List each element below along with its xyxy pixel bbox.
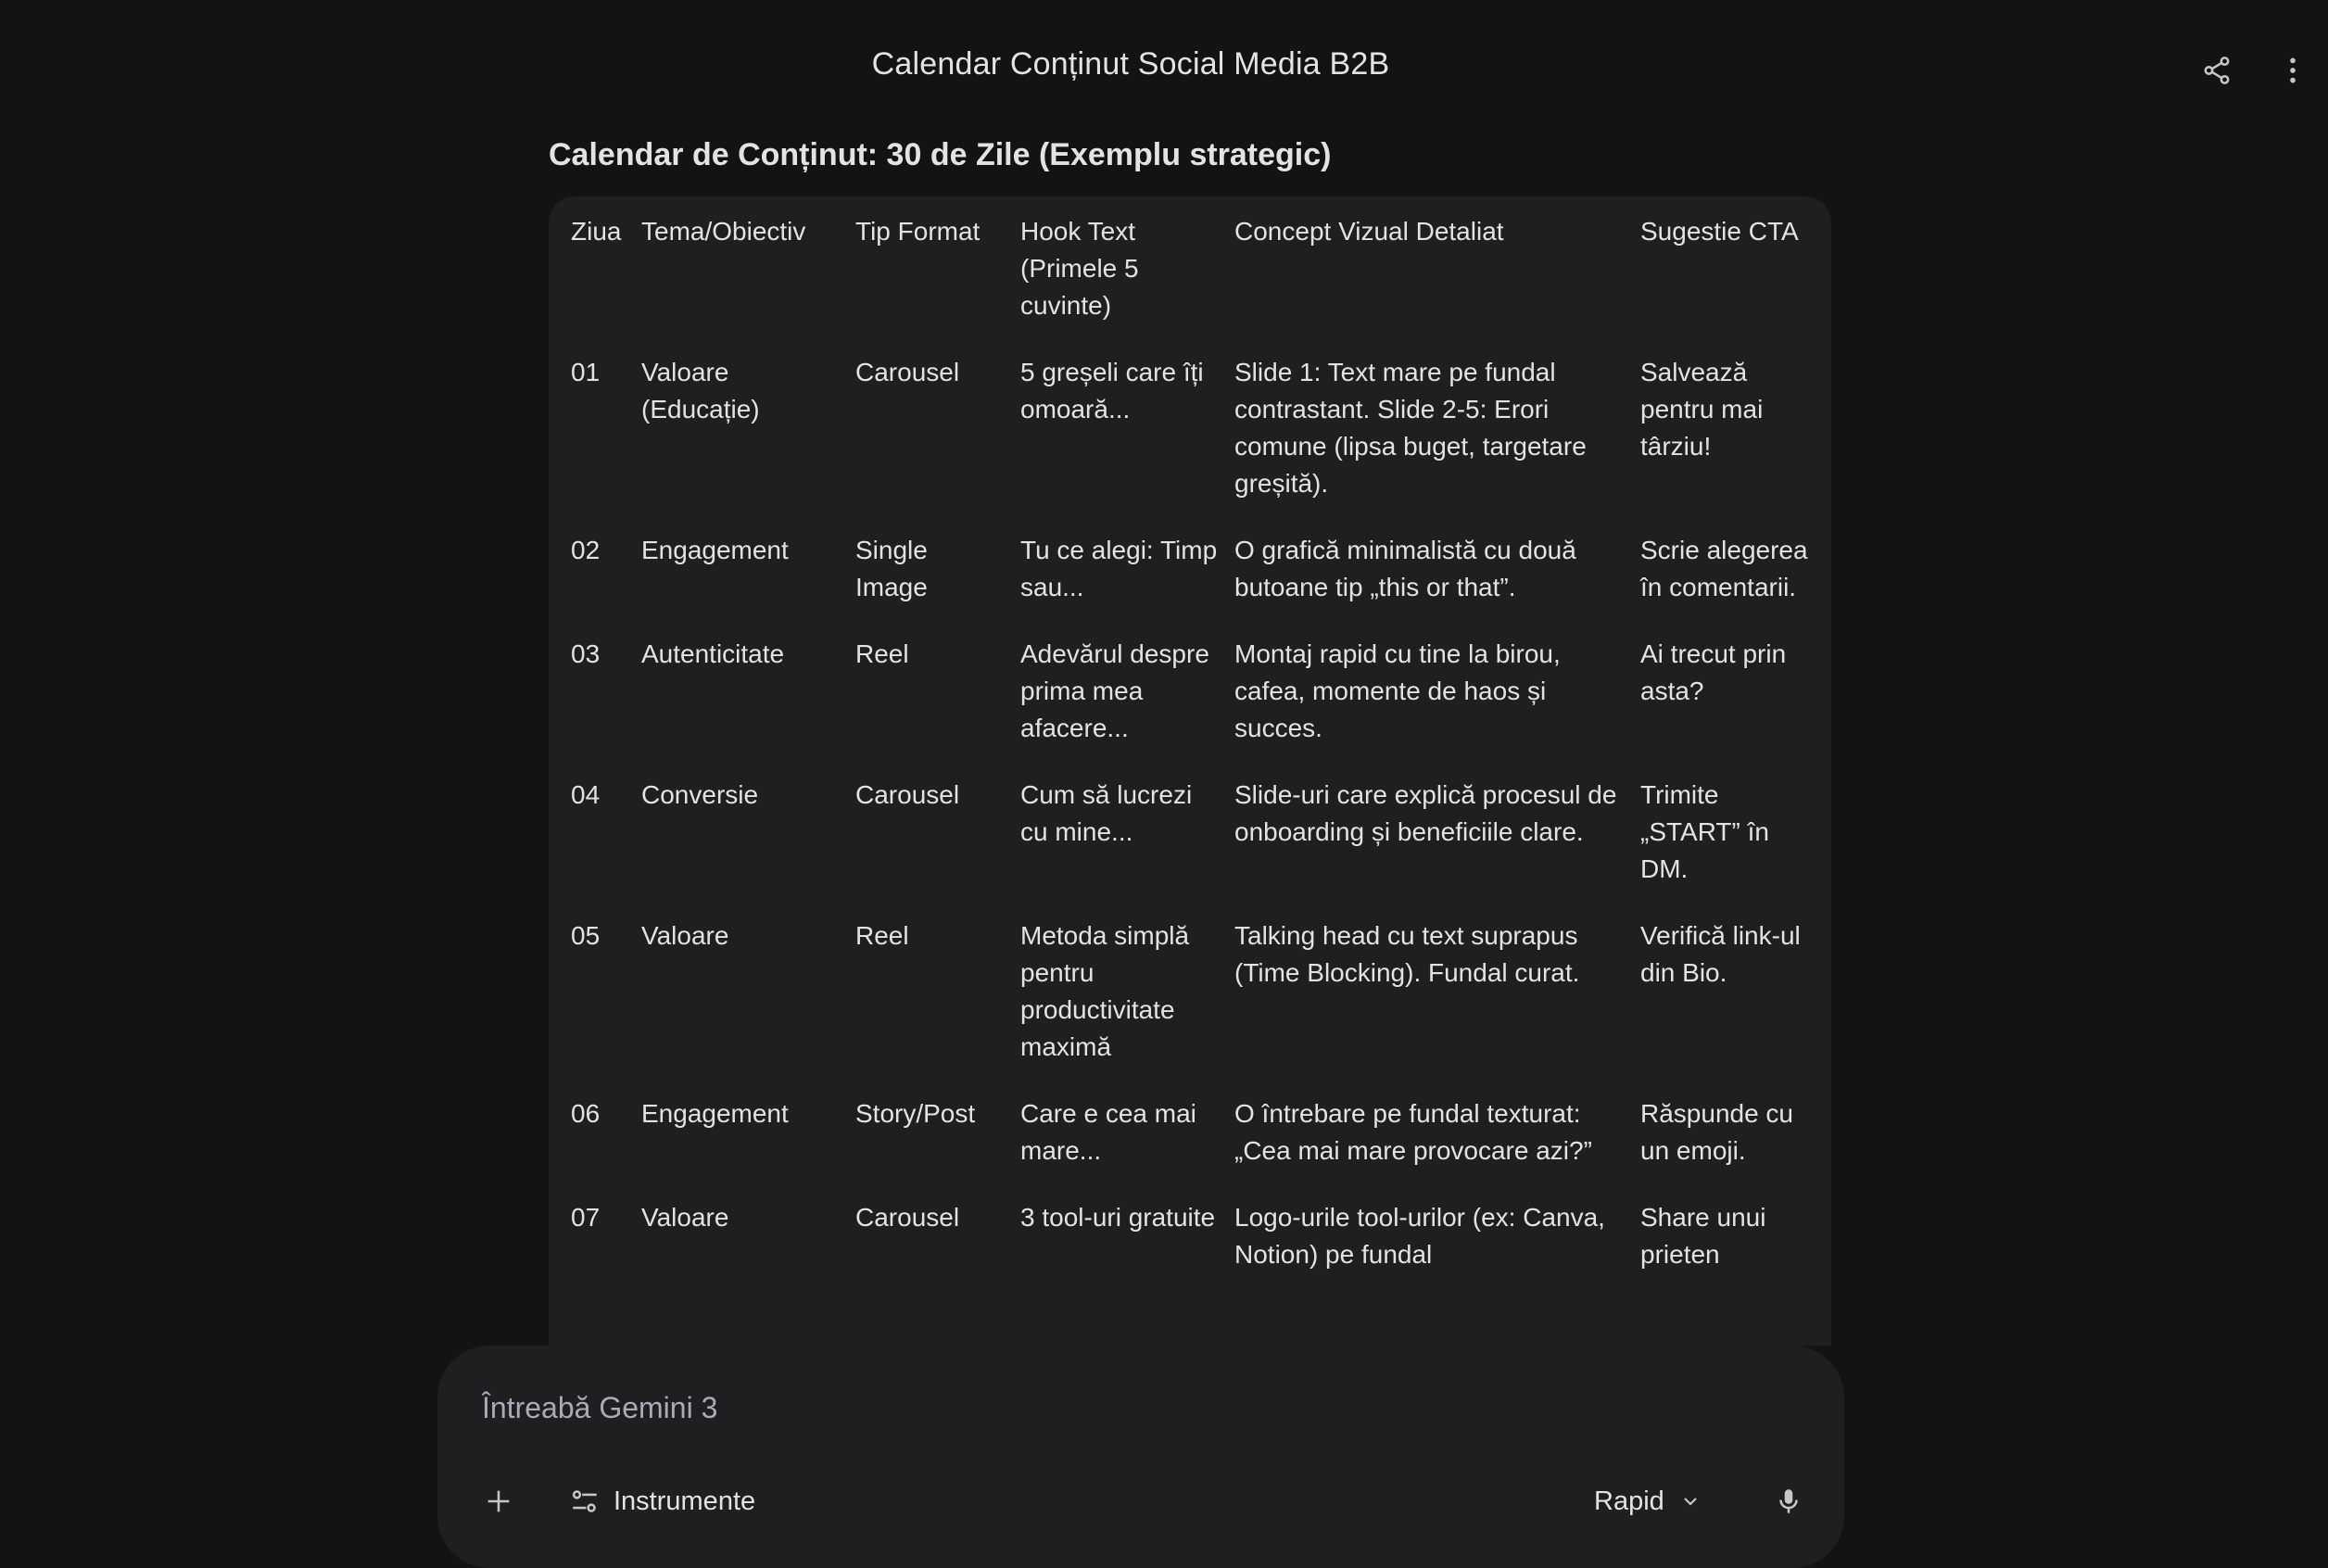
- plus-icon: [483, 1486, 514, 1517]
- table-cell: Engagement: [641, 1099, 789, 1128]
- column-header: Tema/Obiectiv: [641, 217, 806, 246]
- add-button[interactable]: [476, 1479, 521, 1524]
- table-cell: Montaj rapid cu tine la birou, cafea, momente de haos și succes.: [1234, 639, 1561, 742]
- table-cell: Valoare (Educație): [641, 358, 760, 424]
- table-cell: Verifică link-ul din Bio.: [1640, 921, 1801, 987]
- microphone-button[interactable]: [1766, 1479, 1811, 1524]
- column-header: Ziua: [571, 217, 622, 246]
- model-select[interactable]: [1594, 1475, 1702, 1527]
- table-cell: Care e cea mai mare...: [1020, 1099, 1196, 1165]
- table-cell: Tu ce alegi: Timp sau...: [1020, 536, 1218, 601]
- table-cell: Răspunde cu un emoji.: [1640, 1099, 1794, 1165]
- table-cell: Scrie alegerea în comentarii.: [1640, 536, 1808, 601]
- more-vertical-icon[interactable]: [2271, 48, 2315, 93]
- prompt-input[interactable]: [480, 1383, 1689, 1433]
- table-cell: 06: [571, 1099, 601, 1128]
- model-label: Rapid: [1594, 1486, 1664, 1516]
- tools-button[interactable]: [569, 1475, 755, 1527]
- table-cell: Metoda simplă pentru productivitate maximă: [1020, 921, 1190, 1061]
- table-cell: Adevărul despre prima mea afacere...: [1020, 639, 1209, 742]
- table-cell: Logo-urile tool-urilor (ex: Canva, Notion) pe fundal: [1234, 1203, 1605, 1269]
- chat-title: Calendar Conținut Social Media B2B: [871, 46, 1390, 82]
- column-header: Concept Vizual Detaliat: [1234, 217, 1504, 246]
- table-cell: Slide-uri care explică procesul de onboarding și beneficiile clare.: [1234, 780, 1617, 846]
- table-cell: 05: [571, 921, 601, 950]
- table-cell: O grafică minimalistă cu două butoane tip „this or that”.: [1234, 536, 1576, 601]
- table-cell: Reel: [855, 921, 909, 950]
- table-cell: Talking head cu text suprapus (Time Blocking). Fundal curat.: [1234, 921, 1580, 987]
- table-cell: Autenticitate: [641, 639, 785, 668]
- table-cell: 02: [571, 536, 601, 564]
- table-body: [549, 354, 1831, 1303]
- table-row: [549, 532, 1831, 636]
- table-cell: 03: [571, 639, 601, 668]
- table-cell: Carousel: [855, 1203, 960, 1232]
- table-cell: Valoare: [641, 1203, 729, 1232]
- table-cell: 5 greșeli care îți omoară...: [1020, 358, 1204, 424]
- column-header: Hook Text (Primele 5 cuvinte): [1020, 217, 1139, 320]
- table-cell: 04: [571, 780, 601, 809]
- share-icon[interactable]: [2195, 48, 2239, 93]
- table-cell: O întrebare pe fundal texturat: „Cea mai mare provocare azi?”: [1234, 1099, 1592, 1165]
- table-cell: Conversie: [641, 780, 759, 809]
- prompt-composer: [437, 1346, 1844, 1568]
- table-cell: Ai trecut prin asta?: [1640, 639, 1787, 705]
- content-calendar-table: [549, 196, 1831, 1303]
- table-cell: 01: [571, 358, 601, 386]
- table-cell: Carousel: [855, 358, 960, 386]
- table-cell: Single Image: [855, 536, 928, 601]
- table-cell: 07: [571, 1203, 601, 1232]
- table-header-row: [549, 196, 1831, 354]
- table-row: [549, 1095, 1831, 1199]
- table-cell: Cum să lucrezi cu mine...: [1020, 780, 1193, 846]
- content-calendar-table-card: [549, 196, 1831, 1346]
- table-cell: Carousel: [855, 780, 960, 809]
- column-header: Tip Format: [855, 217, 981, 246]
- table-row: [549, 1199, 1831, 1303]
- table-row: [549, 354, 1831, 532]
- response-heading: Calendar de Conținut: 30 de Zile (Exemplu strategic): [549, 137, 1332, 172]
- table-cell: 3 tool-uri gratuite: [1020, 1203, 1216, 1232]
- table-cell: Reel: [855, 639, 909, 668]
- table-row: [549, 917, 1831, 1095]
- table-cell: Valoare: [641, 921, 729, 950]
- tune-icon: [569, 1486, 601, 1517]
- table-cell: Slide 1: Text mare pe fundal contrastant. Slide 2-5: Erori comune (lipsa buget, targetare greșită).: [1234, 358, 1587, 498]
- column-header: Sugestie CTA: [1640, 217, 1799, 246]
- tools-label: Instrumente: [614, 1486, 756, 1516]
- microphone-icon: [1773, 1486, 1804, 1517]
- table-row: [549, 636, 1831, 777]
- table-cell: Trimite „START” în DM.: [1640, 780, 1769, 883]
- chevron-down-icon: [1679, 1490, 1702, 1512]
- table-cell: Share unui prieten: [1640, 1203, 1766, 1269]
- table-cell: Story/Post: [855, 1099, 976, 1128]
- table-cell: Salvează pentru mai târziu!: [1640, 358, 1764, 461]
- table-cell: Engagement: [641, 536, 789, 564]
- table-row: [549, 777, 1831, 917]
